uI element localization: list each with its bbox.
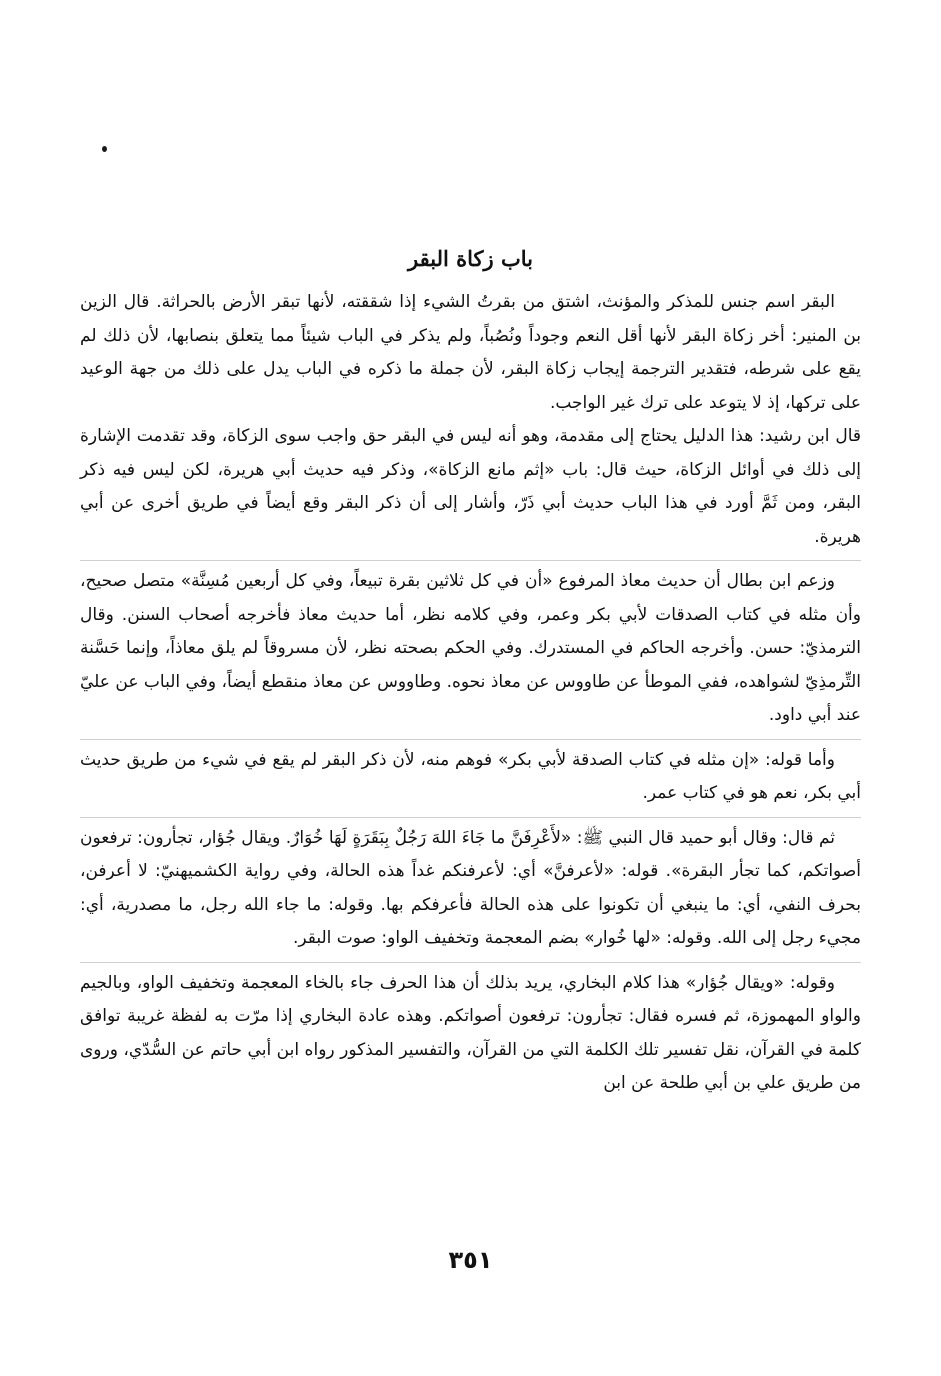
- paragraph-divider: [80, 560, 861, 561]
- ink-dot-mark: [102, 146, 107, 152]
- paragraph-divider: [80, 817, 861, 818]
- paragraph-divider: [80, 962, 861, 963]
- chapter-title: باب زكاة البقر: [408, 246, 533, 271]
- paragraph-3: وزعم ابن بطال أن حديث معاذ المرفوع «أن في كل ثلاثين بقرة تبيعاً، وفي كل أربعين مُسِنَّة» متصل صحيح، وأن مثله في كتاب الصدقات لأبي بكر وعمر، وفي كلامه نظر، أما حديث معاذ فأخرجه أصحاب السنن. وقال الترمذيّ: حسن. وأخرجه الحاكم في المستدرك. وفي الحكم بصحته نظر، لأن مسروقاً لم يلق معاذاً، وإنما حَسَّنة التِّرمذِيّ لشواهده، ففي الموطأ عن طاووس عن معاذ نحوه. وطاووس عن معاذ منقطع أيضاً، وفي الباب عن عليّ عند أبي داود.: [80, 571, 861, 725]
- paragraph-1: البقر اسم جنس للمذكر والمؤنث، اشتق من بقرتُ الشيء إذا شققته، لأنها تبقر الأرض بالحراثة. قال الزين بن المنير: أخر زكاة البقر لأنها أقل النعم وجوداً ونُصُباً، ولم يذكر في الباب شيئاً مما يتعلق بنصابها، لأن ذلك لم يقع على شرطه، فتقدير الترجمة إيجاب زكاة البقر، لأن جملة ما ذكره في الباب يدل على ذلك من جهة الوعيد على تركها، إذ لا يتوعد على ترك غير الواجب.: [80, 292, 861, 413]
- paragraph-4: وأما قوله: «إن مثله في كتاب الصدقة لأبي بكر» فوهم منه، لأن ذكر البقر لم يقع في شيء من طريق حديث أبي بكر، نعم هو في كتاب عمر.: [80, 749, 861, 803]
- paragraph-6: وقوله: «ويقال جُؤار» هذا كلام البخاري، يريد بذلك أن هذا الحرف جاء بالخاء المعجمة وتخفيف الواو، وبالجيم والواو المهموزة، ثم فسره فقال: تجأرون: ترفعون أصواتكم. وهذه عادة البخاري إذا مرّت به لفظة غريبة توافق كلمة في القرآن، نقل تفسير تلك الكلمة التي من القرآن، والتفسير المذكور رواه ابن أبي حاتم عن السُّدّي، وروى من طريق علي بن أبي طلحة عن ابن: [80, 972, 861, 1093]
- paragraph-5: ثم قال: وقال أبو حميد قال النبي ﷺ: «لأَعْرِفَنَّ ما جَاءَ اللهَ رَجُلٌ بِبَقَرَةٍ لَهَا خُوَارٌ. ويقال جُؤار، تجأرون: ترفعون أصواتكم، كما تجأر البقرة». قوله: «لأعرفنَّ» أي: لأعرفنكم غداً هذه الحالة، وفي رواية الكشميهنيّ: لا أعرفن، بحرف النفي، أي: ما ينبغي أن تكونوا على هذه الحالة فأعرفكم بها. وقوله: ما جاء الله رجل، ما مصدرية، أي: مجيء رجل إلى الله. وقوله: «لها خُوار» بضم المعجمة وتخفيف الواو: صوت البقر.: [80, 827, 861, 948]
- page-number: ٣٥١: [448, 1246, 493, 1274]
- paragraph-2: قال ابن رشيد: هذا الدليل يحتاج إلى مقدمة، وهو أنه ليس في البقر حق واجب سوى الزكاة، وقد تقدمت الإشارة إلى ذلك في أوائل الزكاة، حيث قال: باب «إثم مانع الزكاة»، وذكر فيه حديث أبي هريرة، لكن ليس فيه ذكر البقر، ومن ثَمَّ أورد في هذا الباب حديث أبي ذَرّ، وأشار إلى أن ذكر البقر وقع أيضاً في طريق أخرى عن أبي هريرة.: [80, 426, 861, 547]
- paragraph-divider: [80, 739, 861, 740]
- body-text: [80, 286, 861, 1101]
